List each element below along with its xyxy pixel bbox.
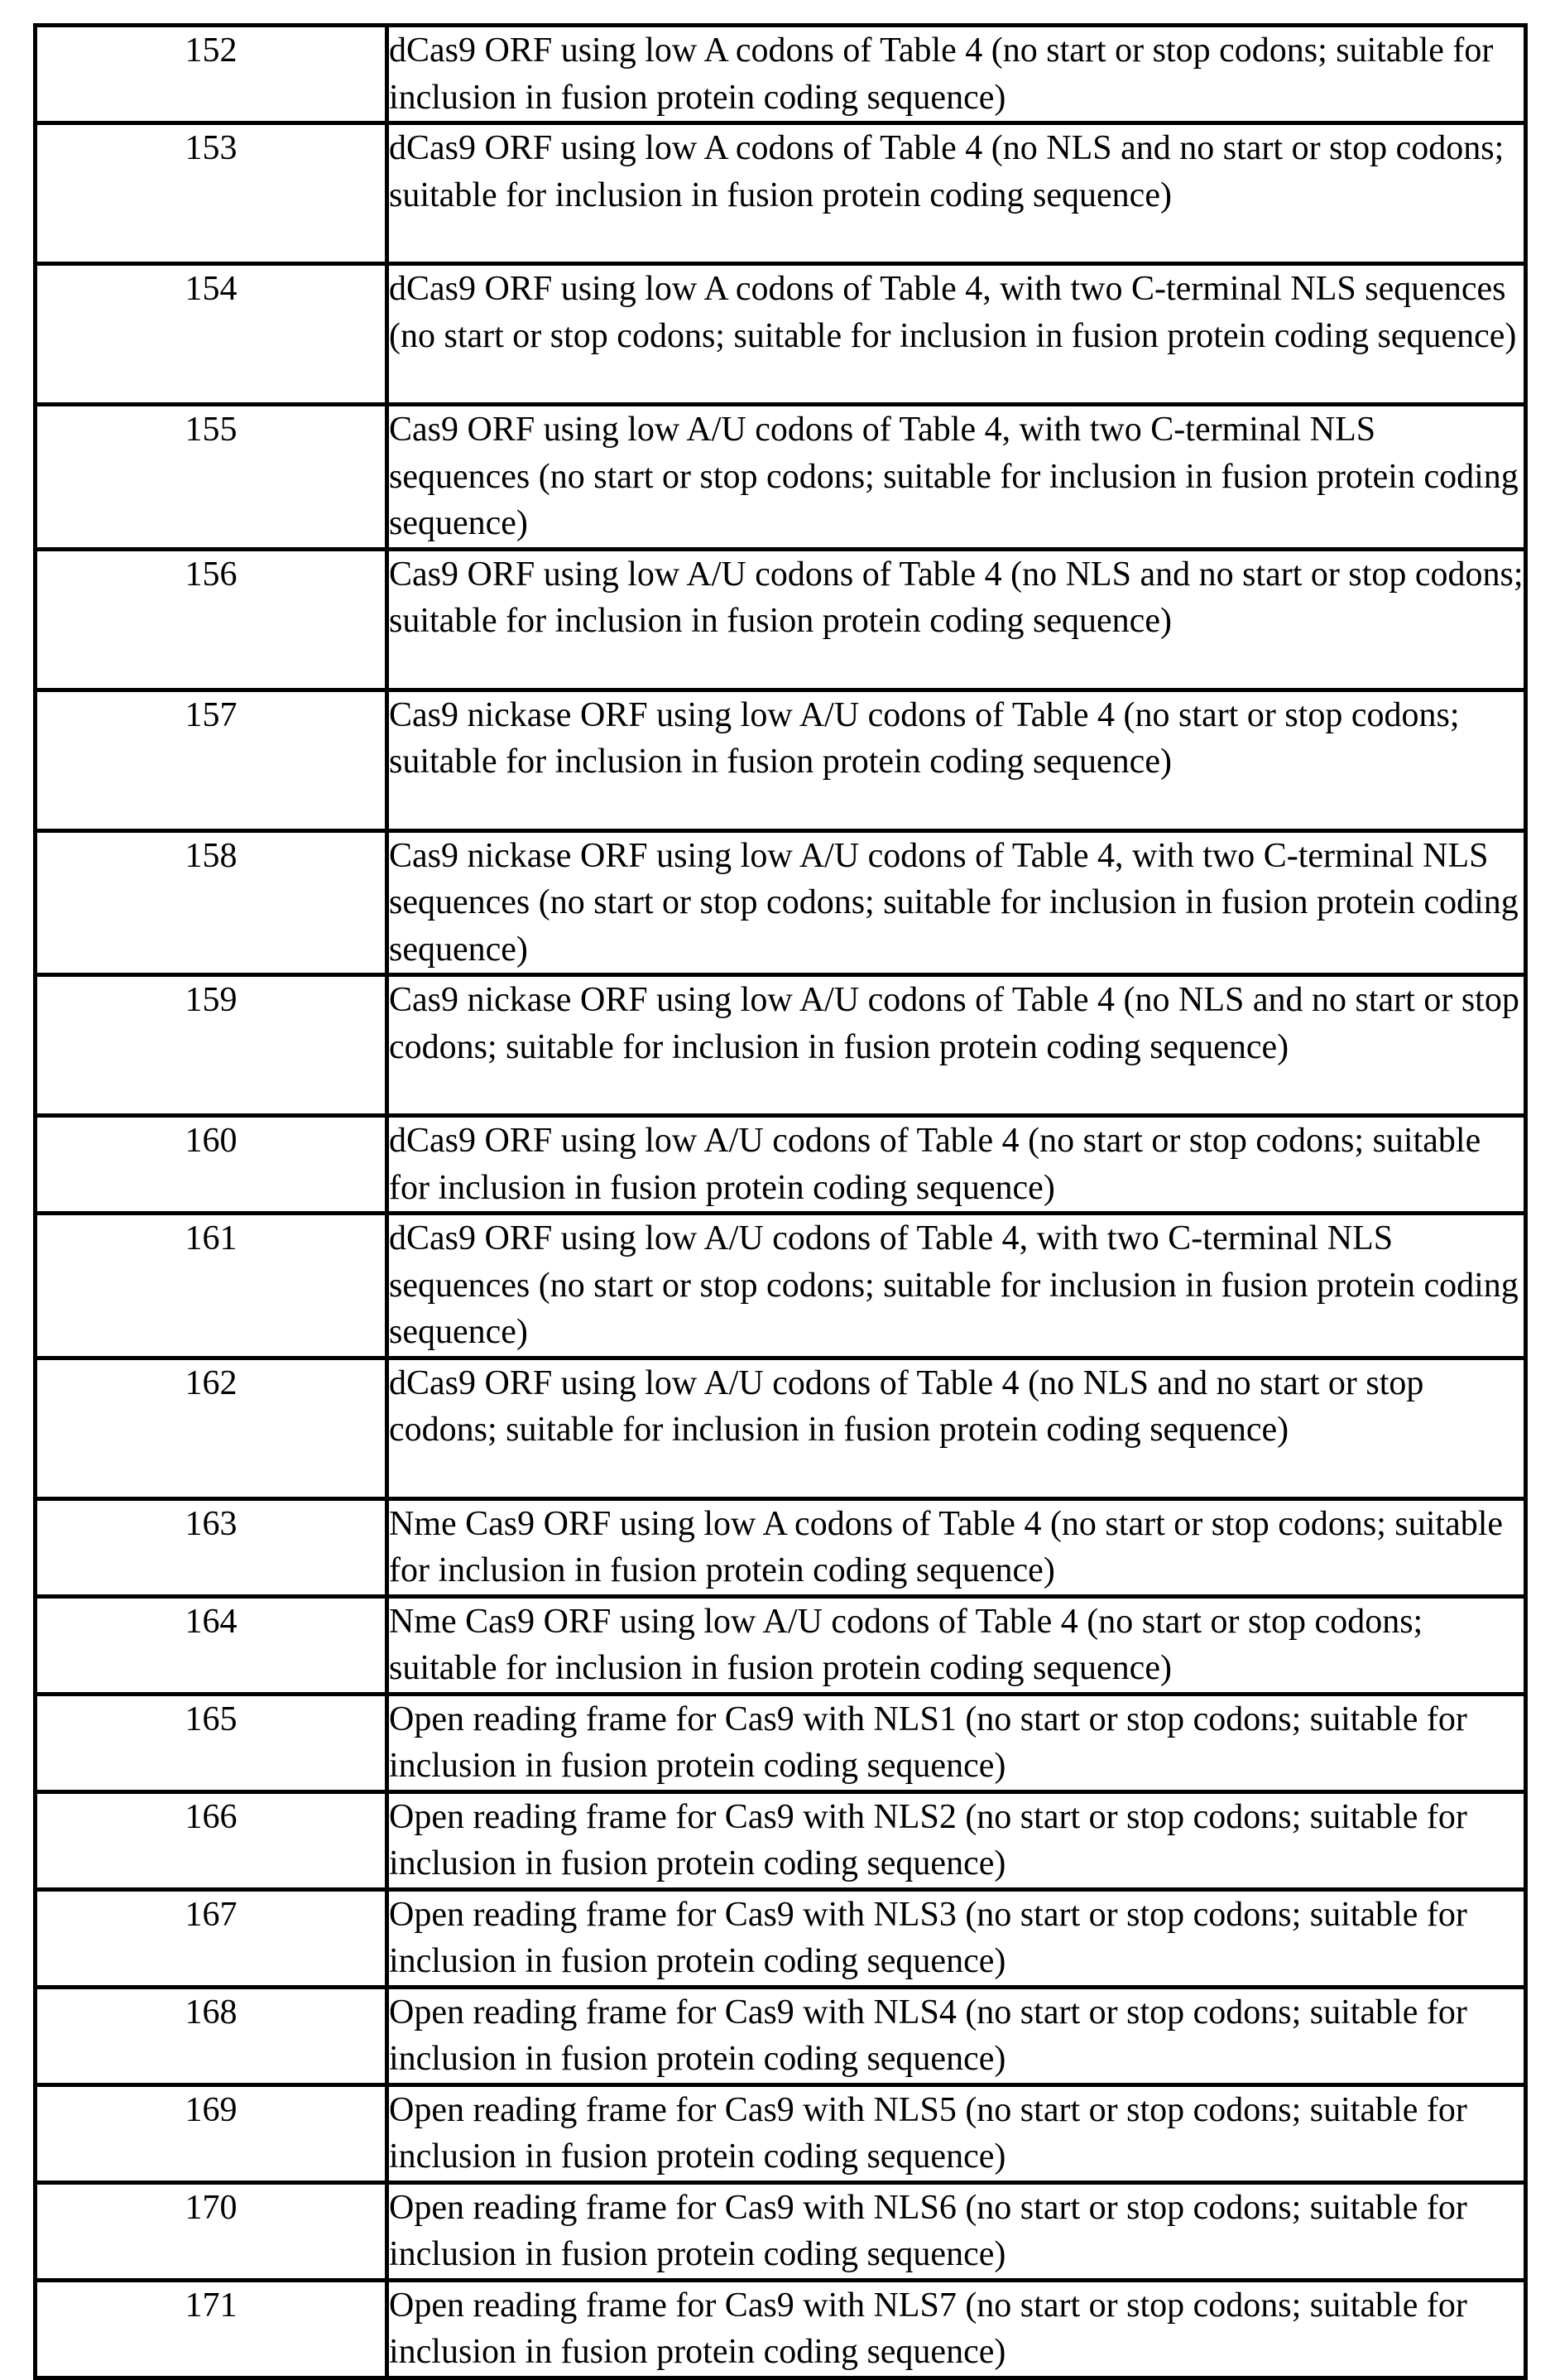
table-row	[36, 1116, 1526, 1214]
sequence-id-cell: 168	[36, 1987, 387, 2084]
description-cell: Open reading frame for Cas9 with NLS5 (no start or stop codons; suitable for inclusion in fusion protein coding sequence)	[387, 2084, 1526, 2182]
table-row	[36, 1498, 1526, 1596]
sequence-id-cell: 167	[36, 1889, 387, 1987]
sequence-id-cell: 158	[36, 830, 387, 975]
table-row	[36, 1214, 1526, 1358]
description-cell: dCas9 ORF using low A/U codons of Table 4 (no start or stop codons; suitable for inclusion in fusion protein coding sequence)	[387, 1116, 1526, 1214]
table-row	[36, 2280, 1526, 2378]
sequence-id-cell: 159	[36, 975, 387, 1116]
description-cell: Open reading frame for Cas9 with NLS6 (no start or stop codons; suitable for inclusion in fusion protein coding sequence)	[387, 2182, 1526, 2280]
description-cell: Cas9 ORF using low A/U codons of Table 4, with two C-terminal NLS sequences (no start or stop codons; suitable for inclusion in fusion protein coding sequence)	[387, 405, 1526, 550]
sequence-id-cell: 163	[36, 1498, 387, 1596]
sequence-id-cell: 153	[36, 123, 387, 264]
table-row	[36, 549, 1526, 690]
sequence-id-cell: 169	[36, 2084, 387, 2182]
description-cell: dCas9 ORF using low A/U codons of Table 4 (no NLS and no start or stop codons; suitable for inclusion in fusion protein coding sequence)	[387, 1358, 1526, 1498]
description-cell: Open reading frame for Cas9 with NLS7 (no start or stop codons; suitable for inclusion in fusion protein coding sequence)	[387, 2280, 1526, 2378]
table-row	[36, 1694, 1526, 1791]
sequence-id-cell: 155	[36, 405, 387, 550]
table-row	[36, 1596, 1526, 1694]
table-row	[36, 264, 1526, 405]
description-cell: Cas9 ORF using low A/U codons of Table 4 (no NLS and no start or stop codons; suitable for inclusion in fusion protein coding sequence)	[387, 549, 1526, 690]
sequence-id-cell: 154	[36, 264, 387, 405]
sequence-id-cell: 160	[36, 1116, 387, 1214]
description-cell: dCas9 ORF using low A codons of Table 4 (no start or stop codons; suitable for inclusion in fusion protein coding sequence)	[387, 26, 1526, 123]
description-cell: Nme Cas9 ORF using low A/U codons of Table 4 (no start or stop codons; suitable for inclusion in fusion protein coding sequence)	[387, 1596, 1526, 1694]
sequence-id-cell: 164	[36, 1596, 387, 1694]
sequence-listing-table	[33, 23, 1528, 2380]
sequence-id-cell: 171	[36, 2280, 387, 2378]
table-row	[36, 405, 1526, 550]
sequence-id-cell: 157	[36, 690, 387, 830]
description-cell: Cas9 nickase ORF using low A/U codons of Table 4 (no start or stop codons; suitable for inclusion in fusion protein coding sequence)	[387, 690, 1526, 830]
description-cell: Open reading frame for Cas9 with NLS3 (no start or stop codons; suitable for inclusion in fusion protein coding sequence)	[387, 1889, 1526, 1987]
table-row	[36, 1791, 1526, 1889]
sequence-id-cell: 166	[36, 1791, 387, 1889]
sequence-id-cell: 156	[36, 549, 387, 690]
table-row	[36, 1358, 1526, 1498]
sequence-id-cell: 170	[36, 2182, 387, 2280]
sequence-table-body	[36, 26, 1526, 2378]
sequence-id-cell: 152	[36, 26, 387, 123]
description-cell: dCas9 ORF using low A/U codons of Table 4, with two C-terminal NLS sequences (no start or stop codons; suitable for inclusion in fusion protein coding sequence)	[387, 1214, 1526, 1358]
table-row	[36, 2182, 1526, 2280]
table-row	[36, 690, 1526, 830]
table-row	[36, 830, 1526, 975]
sequence-id-cell: 161	[36, 1214, 387, 1358]
table-row	[36, 2084, 1526, 2182]
sequence-id-cell: 162	[36, 1358, 387, 1498]
description-cell: Open reading frame for Cas9 with NLS2 (no start or stop codons; suitable for inclusion in fusion protein coding sequence)	[387, 1791, 1526, 1889]
description-cell: Cas9 nickase ORF using low A/U codons of Table 4, with two C-terminal NLS sequences (no start or stop codons; suitable for inclusion in fusion protein coding sequence)	[387, 830, 1526, 975]
description-cell: Open reading frame for Cas9 with NLS1 (no start or stop codons; suitable for inclusion in fusion protein coding sequence)	[387, 1694, 1526, 1791]
table-row	[36, 975, 1526, 1116]
description-cell: Cas9 nickase ORF using low A/U codons of Table 4 (no NLS and no start or stop codons; suitable for inclusion in fusion protein coding sequence)	[387, 975, 1526, 1116]
table-row	[36, 26, 1526, 123]
description-cell: dCas9 ORF using low A codons of Table 4 (no NLS and no start or stop codons; suitable for inclusion in fusion protein coding sequence)	[387, 123, 1526, 264]
table-row	[36, 1889, 1526, 1987]
table-row	[36, 1987, 1526, 2084]
sequence-id-cell: 165	[36, 1694, 387, 1791]
description-cell: Nme Cas9 ORF using low A codons of Table 4 (no start or stop codons; suitable for inclusion in fusion protein coding sequence)	[387, 1498, 1526, 1596]
description-cell: dCas9 ORF using low A codons of Table 4, with two C-terminal NLS sequences (no start or stop codons; suitable for inclusion in fusion protein coding sequence)	[387, 264, 1526, 405]
table-row	[36, 123, 1526, 264]
description-cell: Open reading frame for Cas9 with NLS4 (no start or stop codons; suitable for inclusion in fusion protein coding sequence)	[387, 1987, 1526, 2084]
